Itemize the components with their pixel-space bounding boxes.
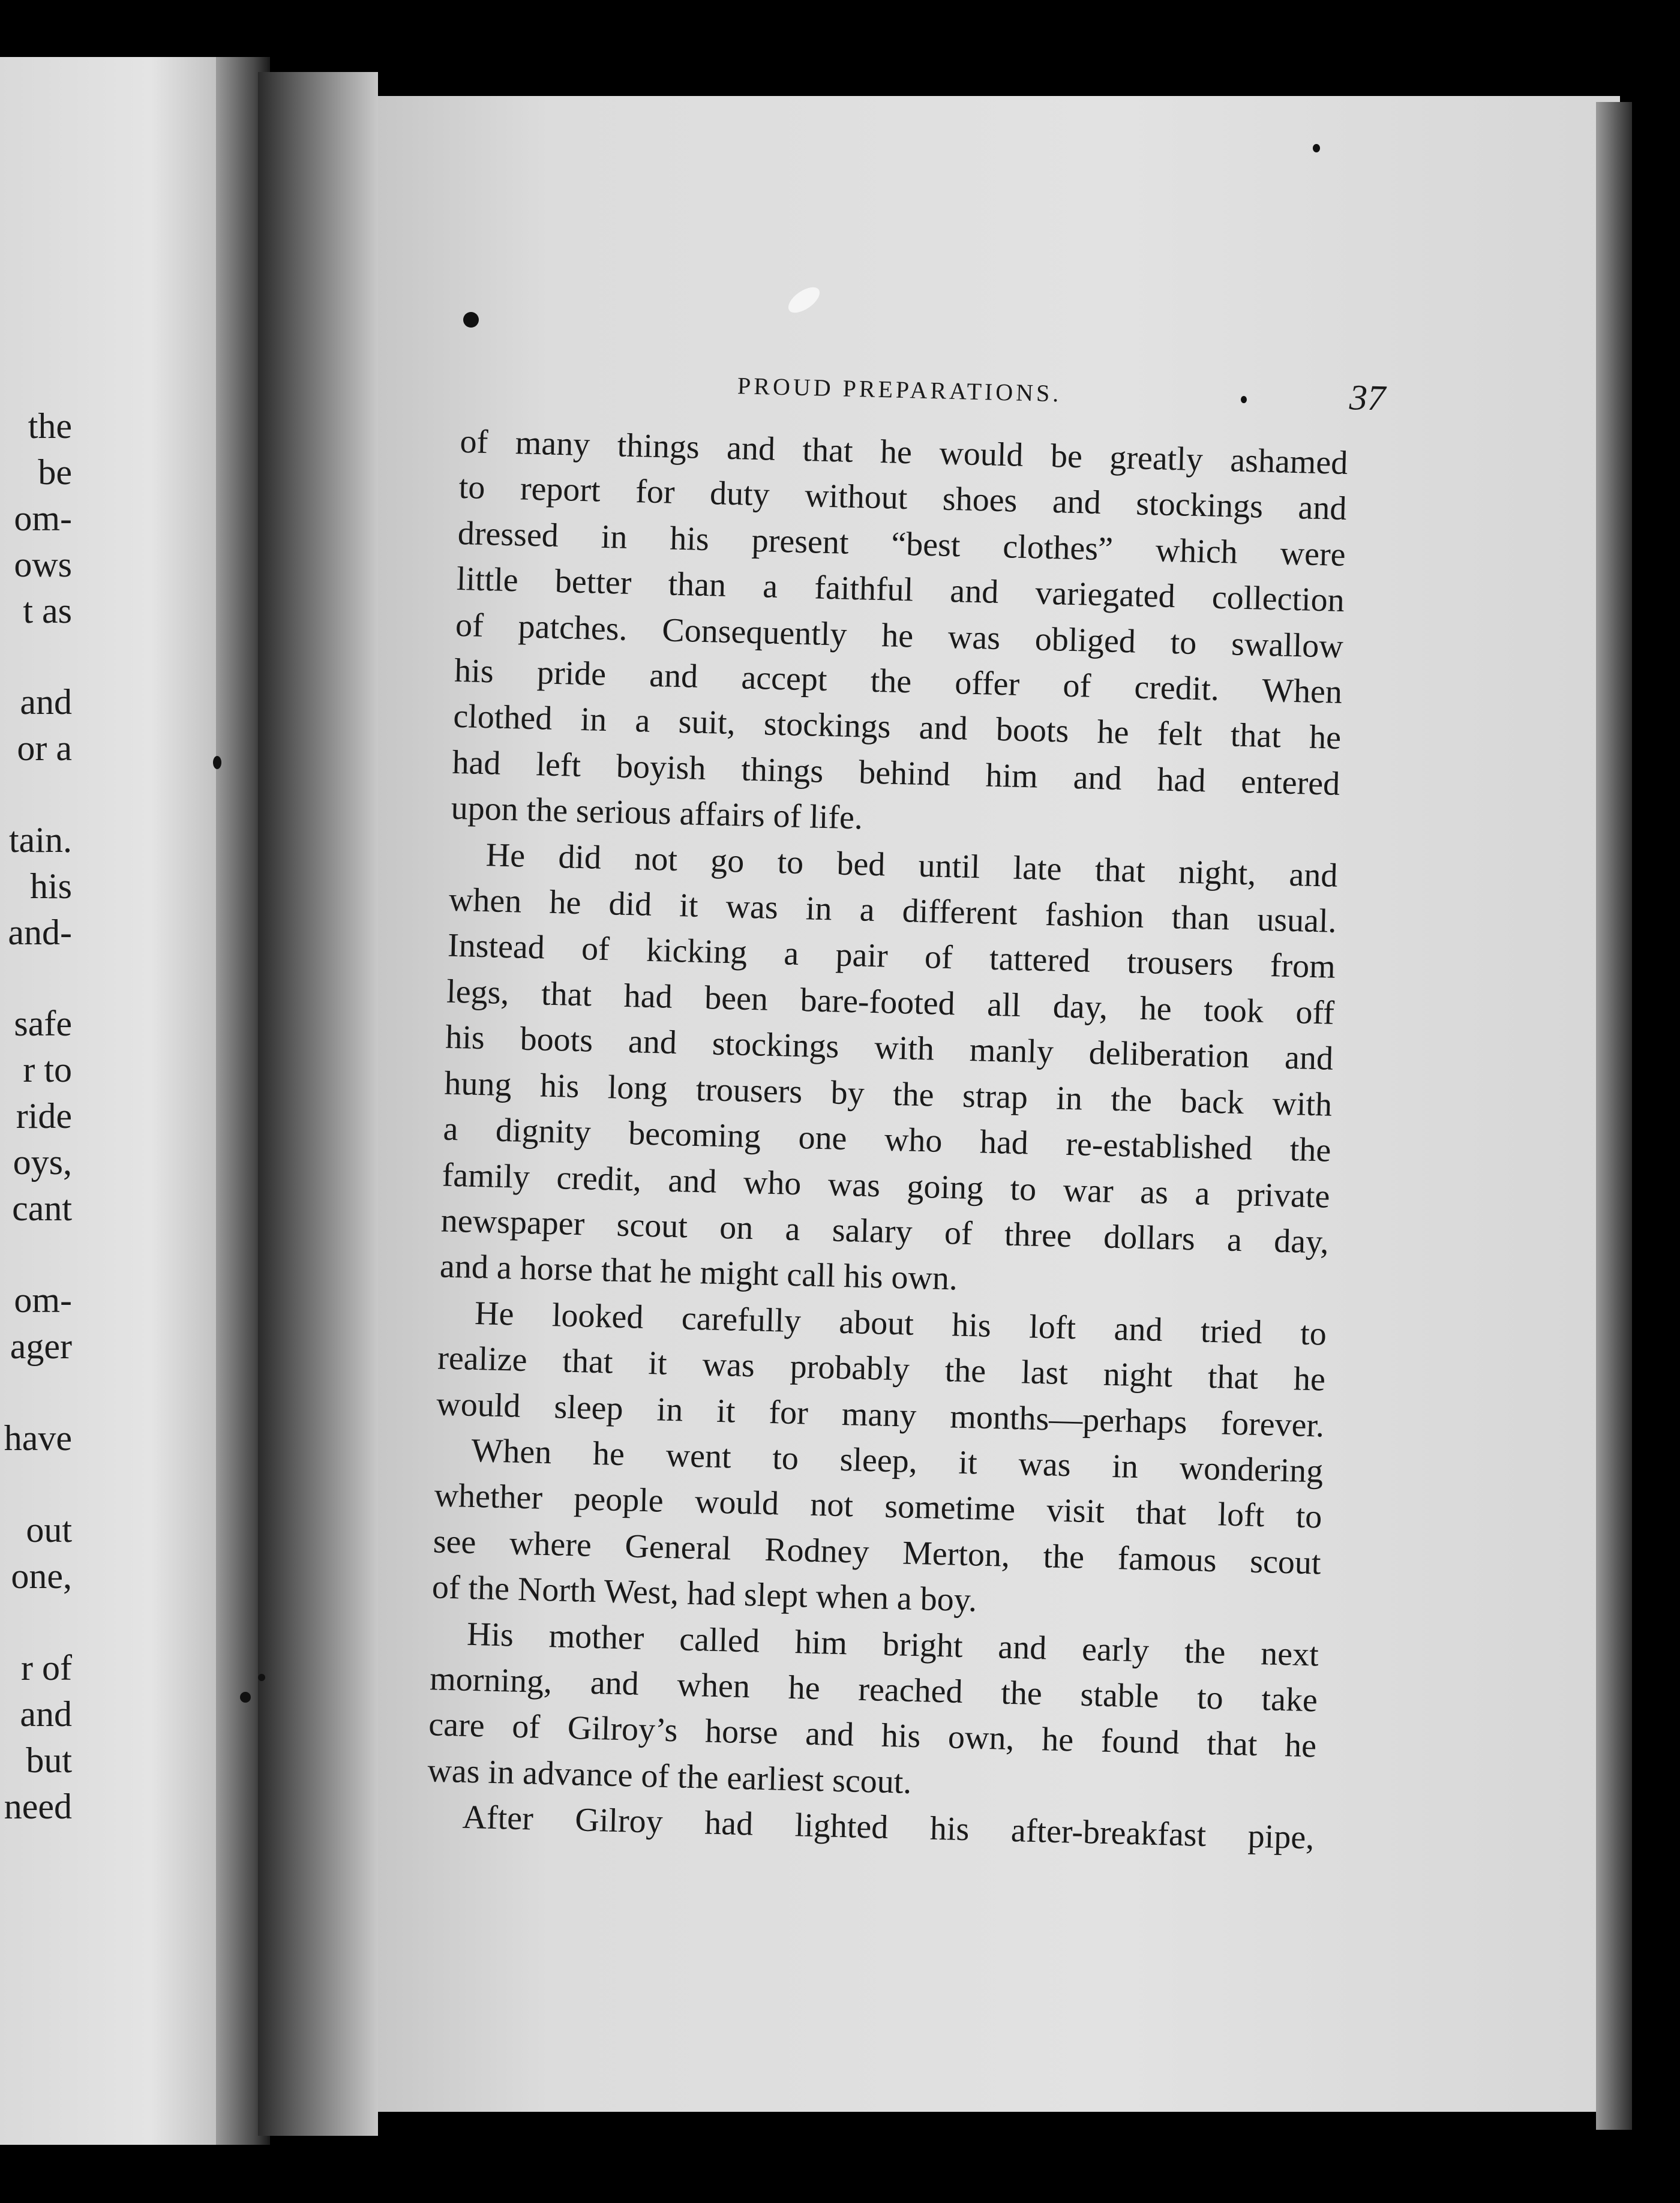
left-fragment: cant [12,1188,72,1228]
left-fragment: out [26,1510,72,1550]
text-line: After Gilroy had lighted his after-breakfast pipe, [461,1798,1315,1857]
text-line: Instead of kicking a pair of tattered trousers from [447,927,1336,986]
chapter-running-title: PROUD PREPARATIONS. [737,372,1062,407]
text-line: had left boyish things behind him and had entered [451,743,1340,803]
left-fragment: om- [14,1280,72,1320]
text-line: and a horse that he might call his own. [439,1247,958,1298]
left-fragment: need [4,1787,72,1826]
page-edge [1596,102,1632,2130]
left-fragment: ride [16,1096,72,1136]
text-line: hung his long trousers by the strap in the back with [443,1064,1333,1124]
text-line: When he went to sleep, it was in wondering [470,1431,1324,1490]
ink-speck [463,312,479,328]
text-line: little better than a faithful and variegated collection [456,560,1345,620]
text-line: his pride and accept the offer of credit. When [454,652,1343,711]
spine-shadow [258,72,378,2136]
text-line: of patches. Consequently he was obliged to swallow [455,606,1344,665]
page-number: 37 [1349,377,1386,418]
text-line: his boots and stockings with manly deliberation and [445,1018,1334,1078]
text-line: of many things and that he would be greatly ashamed [459,422,1349,482]
ink-speck [240,1692,251,1703]
text-line: morning, and when he reached the stable to take [429,1660,1318,1719]
ink-speck [258,1674,265,1681]
left-fragment: his [29,866,72,906]
text-line: He did not go to bed until late that night, and [485,836,1339,895]
left-fragment: ows [14,545,72,584]
text-line: newspaper scout on a salary of three dollars a day, [440,1202,1330,1261]
left-fragment: t as [23,591,72,631]
ink-speck [1313,144,1320,152]
left-fragment: tain. [9,820,72,860]
text-line: to report for duty without shoes and stockings and [458,469,1348,528]
left-fragment: or a [17,728,72,768]
left-fragment: be [38,452,72,492]
text-line: see where General Rodney Merton, the famous scout [433,1523,1322,1582]
text-line: would sleep in it for many months—perhaps forever. [436,1385,1325,1445]
text-line: realize that it was probably the last night that he [437,1339,1326,1398]
left-fragment: om- [14,499,72,538]
text-line: when he did it was in a different fashion than usual. [448,881,1337,940]
left-fragment: one, [11,1556,72,1596]
text-line: care of Gilroy’s horse and his own, he found that he [428,1706,1317,1765]
text-line: He looked carefully about his loft and tried to [474,1294,1327,1353]
left-fragment: r of [21,1648,72,1688]
ink-speck [213,756,221,769]
left-fragment: and [20,1694,72,1734]
text-line: whether people would not sometime visit that loft to [434,1476,1323,1536]
left-fragment: and- [8,913,72,952]
body-text [426,419,1348,1861]
left-fragment: safe [14,1004,72,1043]
left-fragment: but [26,1740,72,1780]
left-fragment: oys, [13,1142,72,1182]
left-fragment: have [4,1418,72,1458]
left-fragment: r to [23,1050,72,1090]
left-page-text-fragments [0,408,72,1848]
text-line: clothed in a suit, stockings and boots he felt that he [452,698,1342,757]
text-line: upon the serious affairs of life. [451,789,863,837]
text-line: of the North West, had slept when a boy. [431,1568,977,1619]
text-line: was in advance of the earliest scout. [427,1752,913,1801]
left-fragment: ager [10,1326,72,1366]
text-line: family credit, and who was going to war as a private [442,1156,1331,1215]
text-line: a dignity becoming one who had re-established the [442,1110,1332,1169]
left-fragment: the [28,406,72,446]
text-line: His mother called him bright and early the next [466,1615,1319,1674]
text-line: legs, that had been bare-footed all day, he took off [446,973,1335,1032]
left-fragment: and [20,682,72,722]
text-line: dressed in his present “best clothes” which were [457,514,1346,574]
